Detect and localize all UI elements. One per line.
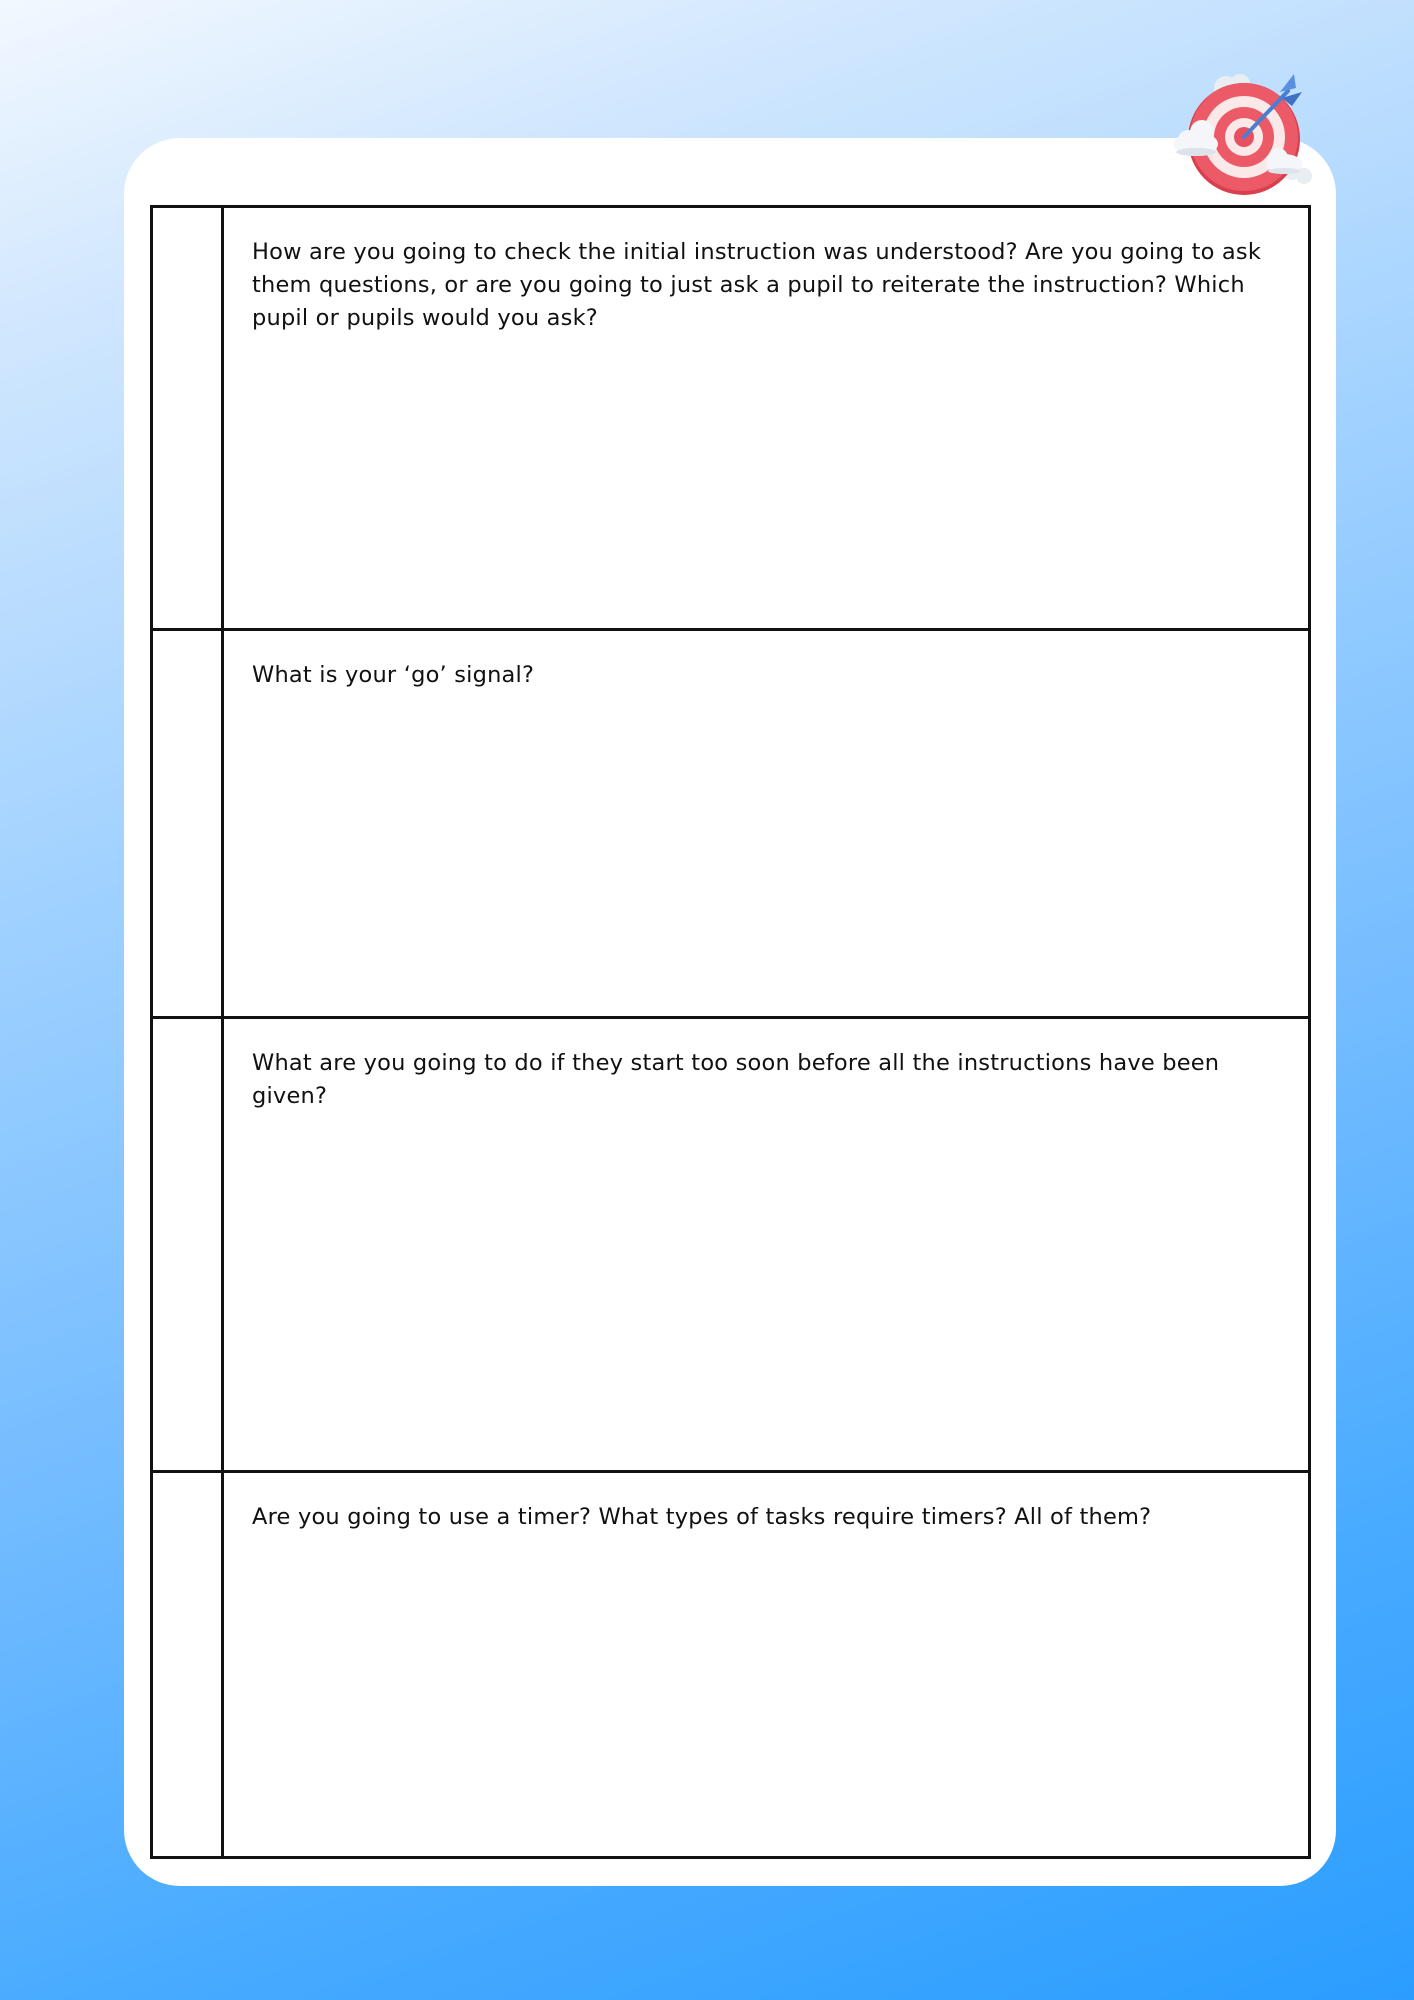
answer-cell[interactable] [224,1019,1308,1470]
table-row [153,1019,1308,1473]
row-number-cell [153,1019,224,1470]
row-number-cell [153,1473,224,1856]
worksheet-table [150,205,1311,1859]
question-text: Are you going to use a timer? What types of tasks require timers? All of them? [252,1504,1152,1530]
answer-cell[interactable] [224,631,1308,1016]
answer-cell[interactable] [224,208,1308,628]
question-text: What are you going to do if they start too soon before all the instructions have been given? [252,1050,1220,1109]
target-with-arrow-icon [1166,66,1316,200]
question-text: What is your ‘go’ signal? [252,662,535,688]
question-text: How are you going to check the initial instruction was understood? Are you going to ask them questions, or are you going to just ask a pupil to reiterate the instruction? Which pupil or pupils would you ask? [252,239,1262,331]
table-row [153,208,1308,631]
table-row [153,631,1308,1019]
row-number-cell [153,631,224,1016]
table-row [153,1473,1308,1856]
row-number-cell [153,208,224,628]
answer-cell[interactable] [224,1473,1308,1856]
